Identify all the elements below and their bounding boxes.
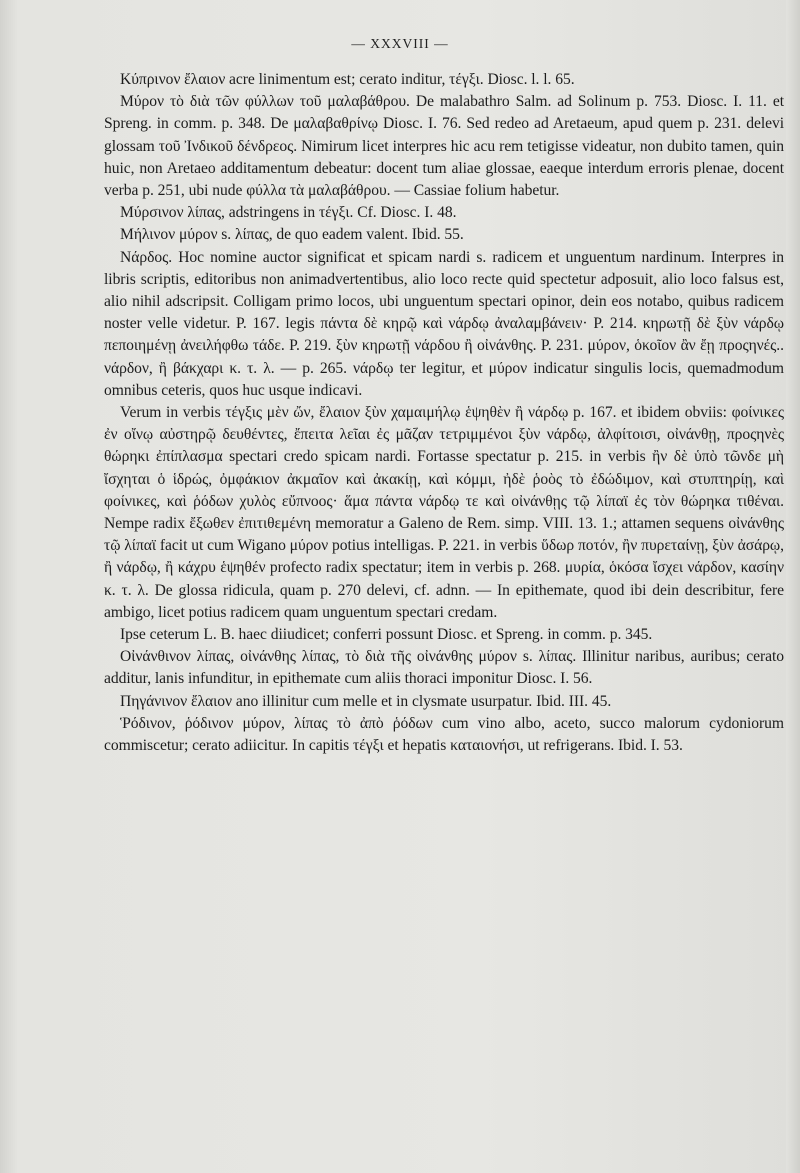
paragraph-oinanthinon: Οἰνάνθινον λίπας, οἰνάνθης λίπας, τὸ διὰ τῆς οἰνάνθης μύρον s. λίπας. Illinitur naribus, auribus; cerato additur, lanis infunditur, in epithemate cum aliis thoraci imponitur Diosc. I. 56. <box>104 648 784 688</box>
paragraph-peganinon: Πηγάνινον ἔλαιον ano illinitur cum melle et in clysmate usurpatur. Ibid. III. 45. <box>120 692 612 710</box>
paragraph-myrsinon: Μύρσινον λίπας, adstringens in τέγξι. Cf. Diosc. I. 48. <box>120 204 457 222</box>
paragraph-verum: Verum in verbis τέγξις μὲν ὤν, ἔλαιον ξὺν χαμαιμήλῳ ἑψηθὲν ἢ νάρδῳ p. 167. et ibidem obviis: φοίνικες ἐν οἴνῳ αὐστηρῷ δευθέντες, ἔπειτα λεῖαι ἐς μᾶζαν τετριμμένοι ξὺν νάρδῳ, ἀλφίτοισι, οἰνάνθῃ, προςηνὲς θώρηκι ἐπίπλασμα spectari credo spicam nardi. Fortasse spectatur p. 215. in verbis ἢν δὲ ὑπὸ τῶνδε μὴ ἴσχηται ὁ ἱδρώς, ὀμφάκιον ἀκμαῖον καὶ ἀκακίῃ, καὶ κόμμι, ἠδὲ ῥοὸς τὸ ἐδώδιμον, καὶ στυπτηρίῃ, καὶ φοίνικες, καὶ ῥόδων χυλὸς εὔπνοος· ἅμα πάντα νάρδῳ τε καὶ οἰνάνθῃς τῷ λίπαϊ ἐς τὸν θώρηκα τιθέναι. Nempe radix ἔξωθεν ἐπιτιθεμένη memoratur a Galeno de Rem. simp. VIII. 13. 1.; attamen sequens οἰνάνθης τῷ λίπαϊ facit ut cum Wigano μύρον potius intelligas. P. 221. in verbis ὕδωρ ποτόν, ἢν πυρεταίνῃ, ξὺν ἀσάρῳ, ἢ νάρδῳ, ἢ κάχρυ ἑψηθέν profecto radix spectatur; item in verbis p. 268. μυρία, ὁκόσα ἴσχει νάρδον, κασίην κ. τ. λ. De glossa ridicula, quam p. 270 delevi, cf. adnn. — In epithemate, quod ibi dein describitur, fere ambigo, licet potius radicem quam unguentum spectari credam. <box>104 404 784 621</box>
page-edge-shadow <box>786 0 800 1173</box>
body-text <box>104 69 784 757</box>
paragraph-kyprinon: Κύπρινον ἔλαιον acre linimentum est; cerato inditur, τέγξι. Diosc. l. l. 65. <box>120 71 575 88</box>
paragraph-rhodinon: Ῥόδινον, ῥόδινον μύρον, λίπας τὸ ἀπὸ ῥόδων cum vino albo, aceto, succo malorum cydoniorum commiscetur; cerato adiicitur. In capitis τέγξι et hepatis καταιονήσι, ut refrigerans. Ibid. I. 53. <box>104 714 784 755</box>
paragraph-nardos: Νάρδος. Hoc nomine auctor significat et spicam nardi s. radicem et unguentum nardinum. Interpres in libris scriptis, editoribus non animadvertentibus, alio loco recte quid spectetur adposuit, alio loco falsus est, alio nihil adscripsit. Colligam primo locos, ubi unguentum spectari opinor, dein eos notabo, quibus radicem noster velle videtur. P. 167. legis πάντα δὲ κηρῷ καὶ νάρδῳ ἀναλαμβάνειν· P. 214. κηρωτῇ δὲ ξὺν νάρδῳ πεποιημένῃ ἀνειλήφθω τάδε. P. 219. ξὺν κηρωτῇ νάρδου ἢ οἰνάνθης. P. 231. μύρον, ὁκοῖον ἂν ἔῃ προςηνές.. νάρδον, ἢ βάκχαρι κ. τ. λ. — p. 265. νάρδῳ ter legitur, et μύρον indicatur singulis locis, quemadmodum omnibus ceteris, quos huc usque indicavi. <box>104 248 784 399</box>
running-head: — XXXVIII — <box>351 36 449 51</box>
paragraph-ipse-ceterum: Ipse ceterum L. B. haec diiudicet; conferri possunt Diosc. et Spreng. in comm. p. 345. <box>120 626 653 644</box>
paragraph-myron-malabathrou: Μύρον τὸ διὰ τῶν φύλλων τοῦ μαλαβάθρου. De malabathro Salm. ad Solinum p. 753. Diosc. I. 11. et Spreng. in comm. p. 348. De μαλαβαθρίνῳ Diosc. I. 76. Sed redeo ad Aretaeum, apud quem p. 231. delevi glossam τοῦ Ἰνδικοῦ δένδρεος. Nimirum licet interpres hic acu rem tetigisse videatur, non dubito tamen, quin huic, non Aretaeo additamentum debeatur: docent tum aliae glossae, eaeque interdum erroris plenae, docent verba p. 251, ubi nude φύλλα τὰ μαλαβάθρου. — Cassiae folium habetur. <box>104 93 784 200</box>
paragraph-melinon: Μήλινον μύρον s. λίπας, de quo eadem valent. Ibid. 55. <box>120 226 464 244</box>
